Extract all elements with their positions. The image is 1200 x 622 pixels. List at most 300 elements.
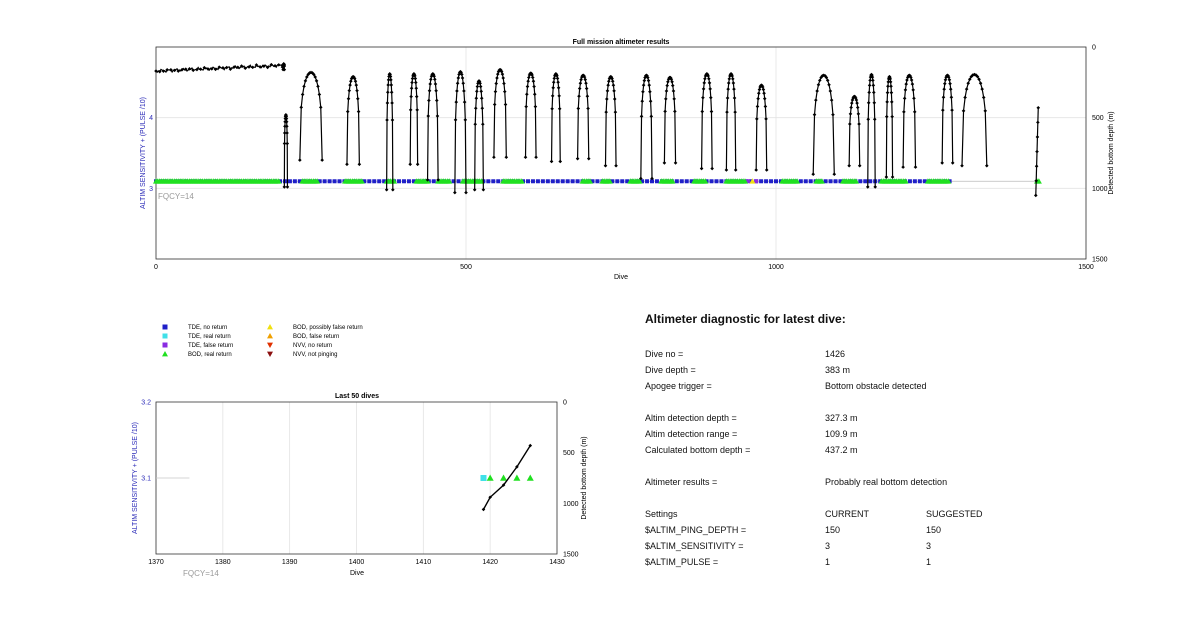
dive-profile-marker [390, 90, 394, 94]
dive-profile-marker [673, 110, 677, 114]
tde-no-return-marker [486, 179, 490, 183]
dive-profile-marker [649, 99, 653, 103]
dive-profile-marker [754, 168, 758, 172]
detection-depth-value: 327.3 m [825, 413, 858, 423]
dive-profile-marker [552, 80, 556, 84]
tde-no-return-marker [769, 179, 773, 183]
dive-profile-marker [526, 79, 530, 83]
legend-marker-triangle [267, 343, 273, 348]
x-tick-label: 1370 [148, 559, 164, 566]
dive-profile-marker [674, 161, 678, 165]
x-tick-label: 500 [460, 264, 472, 271]
x-tick-label: 0 [154, 264, 158, 271]
dive-profile-marker [948, 78, 952, 82]
dive-profile-marker [847, 164, 851, 168]
x-tick-label: 1500 [1078, 264, 1094, 271]
dive-profile-marker [890, 91, 894, 95]
dive-profile-marker [427, 99, 431, 103]
dive-profile-marker [550, 107, 554, 111]
dive-profile-marker [504, 103, 508, 107]
dive-profile-marker [849, 112, 853, 116]
dive-profile-marker [702, 81, 706, 85]
dive-profile-marker [318, 93, 322, 97]
dive-profile-marker [613, 97, 617, 101]
tde-no-return-marker [834, 179, 838, 183]
dive-profile-marker [872, 84, 876, 88]
suggested-header: SUGGESTED [926, 509, 983, 519]
legend-label: NVV, not pinging [293, 352, 338, 358]
dive-profile-marker [914, 165, 918, 169]
dive-profile-marker [811, 172, 815, 176]
dive-profile-marker [416, 163, 420, 167]
tde-no-return-marker [680, 179, 684, 183]
dive-profile-marker [670, 80, 674, 84]
dive-profile-marker [857, 122, 861, 126]
dive-profile-marker [643, 79, 647, 83]
dive-profile-marker [410, 86, 414, 90]
dive-profile-marker [663, 161, 667, 165]
detection-depth-row [645, 410, 1165, 426]
dive-profile-marker [473, 122, 477, 126]
legend-label: NVV, no return [293, 343, 333, 349]
detection-range-label: Altim detection range = [645, 429, 738, 439]
detection-range-value: 109.9 m [825, 429, 858, 439]
dive-profile-marker [858, 164, 862, 168]
tde-no-return-marker [556, 179, 560, 183]
dive-profile-marker [904, 82, 908, 86]
legend-marker-square [163, 334, 168, 339]
latest-dive-profile-marker [1036, 135, 1040, 139]
dive-profile-marker [604, 110, 608, 114]
dive-profile-marker [671, 84, 675, 88]
dive-profile-marker [462, 89, 466, 93]
results-value: Probably real bottom detection [825, 477, 948, 487]
dive-profile-marker [889, 80, 893, 84]
dive-profile-marker [461, 76, 465, 80]
dive-profile-marker [732, 87, 736, 91]
dive-profile-marker [700, 167, 704, 171]
legend-label: BOD, real return [188, 352, 232, 358]
dive-profile-marker [345, 163, 349, 167]
dive-profile-marker [728, 77, 732, 81]
dive-profile-marker [903, 97, 907, 101]
dive-profile-marker [429, 78, 433, 82]
dive-profile-marker [756, 105, 760, 109]
dive-profile-marker [885, 100, 889, 104]
legend-label: TDE, no return [188, 325, 228, 331]
right-y-tick-label: 0 [1092, 44, 1096, 52]
dive-profile-marker [461, 82, 465, 86]
dive-profile-marker [849, 106, 853, 110]
dive-profile-marker [434, 82, 438, 86]
dive-profile-marker [534, 155, 538, 159]
dive-profile-marker [726, 87, 730, 91]
dive-profile-marker [414, 86, 418, 90]
full-mission-ylabel-right: Detected bottom depth (m) [1108, 111, 1115, 195]
dive-profile-marker [481, 122, 485, 126]
dive-profile-marker [727, 81, 731, 85]
tde-no-return-marker [645, 179, 649, 183]
dive-profile-marker [732, 81, 736, 85]
dive-profile-marker [763, 97, 767, 101]
latest-dive-profile-marker [1035, 164, 1039, 168]
dive-profile-marker [733, 110, 737, 114]
setting-row [645, 554, 1165, 570]
tde-no-return-marker [323, 179, 327, 183]
dive-profile-marker [556, 77, 560, 81]
legend [162, 324, 363, 358]
dive-profile-marker [453, 191, 457, 195]
dive-profile-marker [762, 91, 766, 95]
dive-profile-marker [587, 157, 591, 161]
dive-profile-marker [983, 109, 987, 113]
dive-profile-marker [962, 109, 966, 113]
dive-profile-marker [409, 95, 413, 99]
tde-no-return-marker [809, 179, 813, 183]
dive-profile-marker [606, 89, 610, 93]
dive-profile-marker [902, 110, 906, 114]
dive-profile-marker [532, 79, 536, 83]
dive-profile-marker [551, 94, 555, 98]
dive-profile-marker [614, 164, 618, 168]
dive-profile-marker [435, 99, 439, 103]
dive-profile-marker [985, 164, 989, 168]
tde-no-return-marker [868, 179, 872, 183]
dive-profile-marker [556, 80, 560, 84]
diagnostic-title: Altimeter diagnostic for latest dive: [645, 312, 846, 326]
tde-no-return-marker [913, 179, 917, 183]
dive-profile-marker [703, 77, 707, 81]
latest-dive-profile-marker [1036, 106, 1040, 110]
tde-no-return-marker [432, 179, 436, 183]
right-y-tick-label: 1500 [1092, 256, 1108, 264]
dive-profile-marker [733, 96, 737, 100]
dive-profile-marker [357, 110, 361, 114]
dive-profile-marker [815, 89, 819, 93]
dive-profile-marker [868, 84, 872, 88]
bod-real-return-marker [513, 475, 520, 481]
tde-no-return-marker [764, 179, 768, 183]
dive-profile-marker [665, 89, 669, 93]
setting-suggested: 150 [926, 525, 942, 535]
x-tick-label: 1000 [768, 264, 784, 271]
full-mission-title: Full mission altimeter results [572, 39, 670, 46]
last-50-ylabel-right: Detected bottom depth (m) [581, 436, 588, 520]
legend-label: BOD, false return [293, 334, 340, 340]
tde-no-return-marker [571, 179, 575, 183]
dive-profile-marker [494, 82, 498, 86]
dive-profile-marker [285, 142, 289, 146]
tde-no-return-marker [561, 179, 565, 183]
dive-profile-marker [428, 89, 432, 93]
full-mission-depth-profiles [154, 62, 1040, 197]
tde-no-return-marker [372, 179, 376, 183]
dive-profile-marker [731, 77, 735, 81]
dive-profile-marker [913, 110, 917, 114]
tde-no-return-marker [397, 179, 401, 183]
legend-marker-triangle [267, 333, 273, 338]
dive-profile-marker [408, 163, 412, 167]
dive-profile-marker [942, 95, 946, 99]
dive-profile-marker [702, 87, 706, 91]
dive-profile-marker [476, 85, 480, 89]
bod-real-return-marker [500, 475, 507, 481]
dive-profile-marker [911, 88, 915, 92]
dive-profile-marker [664, 97, 668, 101]
dive-profile-marker [550, 160, 554, 164]
results-row [645, 474, 1165, 490]
dive-profile-marker [578, 87, 582, 91]
setting-name: $ALTIM_PING_DEPTH = [645, 525, 747, 535]
dive-profile-marker [585, 87, 589, 91]
dive-profile-marker [813, 113, 817, 117]
full-mission-plot-frame [156, 47, 1086, 259]
x-tick-label: 1430 [549, 559, 565, 566]
dive-profile-marker [612, 89, 616, 93]
dive-profile-marker [454, 100, 458, 104]
full-mission-panel [140, 39, 1115, 281]
dive-profile-marker [756, 97, 760, 101]
settings-header: Settings [645, 509, 678, 519]
latest-dive-profile-marker [1035, 150, 1039, 154]
dive-profile-marker [647, 83, 651, 87]
dive-profile-marker [524, 155, 528, 159]
dive-profile-marker [963, 96, 967, 100]
setting-suggested: 3 [926, 541, 932, 551]
dive-profile-marker [827, 83, 831, 87]
x-tick-label: 1390 [281, 559, 298, 566]
dive-profile-marker [663, 110, 667, 114]
tde-no-return-marker [526, 179, 530, 183]
altimeter-diagnostic [645, 312, 1165, 570]
tde-no-return-marker [774, 179, 778, 183]
dive-profile-marker [708, 81, 712, 85]
setting-row [645, 538, 1165, 554]
dive-profile-marker [857, 112, 861, 116]
dive-profile-marker [831, 113, 835, 117]
tde-no-return-marker [333, 179, 337, 183]
dive-profile-marker [605, 97, 609, 101]
setting-suggested: 1 [926, 557, 932, 567]
dive-profile-marker [533, 92, 537, 96]
dive-profile-marker [527, 76, 531, 80]
dive-profile-marker [701, 96, 705, 100]
dive-profile-marker [886, 84, 890, 88]
tde-no-return-marker [595, 179, 599, 183]
dive-profile-marker [319, 106, 323, 110]
dive-profile-marker [428, 82, 432, 86]
tde-no-return-marker [457, 179, 461, 183]
dive-profile-marker [848, 122, 852, 126]
dive-profile-marker [951, 161, 955, 165]
dive-profile-marker [905, 78, 909, 82]
dive-profile-marker [494, 90, 498, 94]
dive-profile-marker [495, 76, 499, 80]
dive-profile-marker [672, 89, 676, 93]
dive-profile-marker [725, 168, 729, 172]
dive-profile-marker [414, 77, 418, 81]
full-mission-fqcy-annotation: FQCY=14 [158, 192, 194, 201]
dive-profile-marker [910, 78, 914, 82]
dive-profile-marker [475, 96, 479, 100]
dive-profile-marker [734, 168, 738, 172]
dive-profile-marker [912, 97, 916, 101]
tde-no-return-marker [566, 179, 570, 183]
apogee-trigger-value: Bottom obstacle detected [825, 381, 927, 391]
dive-profile-marker [434, 89, 438, 93]
tde-no-return-marker [714, 179, 718, 183]
dive-profile-marker [346, 110, 350, 114]
dive-profile-marker [830, 98, 834, 102]
setting-current: 150 [825, 525, 841, 535]
dive-profile-marker [347, 89, 351, 93]
dive-profile-marker [586, 107, 590, 111]
dive-profile-marker [709, 96, 713, 100]
dive-profile-marker [829, 89, 833, 93]
dive-profile-marker [480, 106, 484, 110]
dive-profile-marker [856, 106, 860, 110]
tde-no-return-marker [685, 179, 689, 183]
dive-depth-label: Dive depth = [645, 365, 696, 375]
tde-no-return-marker [531, 179, 535, 183]
dive-profile-marker [979, 81, 983, 85]
dive-profile-marker [960, 164, 964, 168]
full-mission-xlabel: Dive [613, 274, 629, 281]
dive-profile-marker [700, 110, 704, 114]
dive-profile-marker [942, 87, 946, 91]
settings-header-row [645, 506, 1165, 522]
tde-no-return-marker [328, 179, 332, 183]
dive-profile-marker [855, 101, 859, 105]
dive-profile-marker [814, 98, 818, 102]
dive-profile-marker [707, 77, 711, 81]
dive-profile-marker [557, 86, 561, 90]
tde-no-return-marker [918, 179, 922, 183]
dive-profile-marker [891, 175, 895, 179]
dive-profile-marker [285, 125, 289, 129]
tde-no-return-marker [908, 179, 912, 183]
tde-no-return-marker [496, 179, 500, 183]
dive-profile-marker [817, 83, 821, 87]
tde-no-return-marker [293, 179, 297, 183]
dive-profile-marker [358, 163, 362, 167]
dive-profile-marker [666, 80, 670, 84]
dive-profile-marker [479, 85, 483, 89]
dive-depth-row [645, 362, 1165, 378]
dive-profile-marker [606, 83, 610, 87]
dive-profile-marker [386, 101, 390, 105]
dive-profile-marker [904, 88, 908, 92]
full-mission-ylabel-left: ALTIM SENSITIVITY + (PULSE /10) [140, 97, 147, 209]
setting-name: $ALTIM_PULSE = [645, 557, 719, 567]
dive-profile-marker [531, 76, 535, 80]
dive-profile-marker [641, 90, 645, 94]
dive-no-label: Dive no = [645, 349, 684, 359]
dive-profile-marker [612, 83, 616, 87]
dive-profile-marker [524, 105, 528, 109]
x-tick-label: 1400 [348, 559, 365, 566]
depth-profile-marker [199, 67, 203, 71]
dive-profile-marker [558, 107, 562, 111]
dive-profile-marker [943, 82, 947, 86]
tde-no-return-marker [338, 179, 342, 183]
dive-profile-marker [950, 108, 954, 112]
dive-profile-marker [614, 110, 618, 114]
legend-marker-triangle [267, 352, 273, 357]
tde-no-return-marker [655, 179, 659, 183]
right-y-tick-label: 1000 [563, 500, 579, 508]
dive-profile-marker [389, 83, 393, 87]
dive-profile-marker [762, 88, 766, 92]
dive-profile-marker [966, 81, 970, 85]
tde-no-return-marker [675, 179, 679, 183]
dive-profile-marker [433, 78, 437, 82]
dive-profile-marker [940, 161, 944, 165]
tde-no-return-marker [541, 179, 545, 183]
dive-profile-marker [890, 100, 894, 104]
dive-profile-marker [710, 167, 714, 171]
dive-profile-marker [410, 81, 414, 85]
last-50-fqcy-annotation: FQCY=14 [183, 569, 219, 578]
dive-profile-marker [356, 97, 360, 101]
dive-profile-marker [552, 77, 556, 81]
dive-profile-marker [672, 97, 676, 101]
apogee-trigger-label: Apogee trigger = [645, 381, 712, 391]
dive-profile-marker [501, 76, 505, 80]
dive-profile-marker [708, 87, 712, 91]
dive-profile-marker [648, 90, 652, 94]
dive-profile-marker [765, 168, 769, 172]
dive-profile-marker [464, 118, 468, 122]
dive-profile-marker [965, 87, 969, 91]
dive-profile-marker [348, 83, 352, 87]
dive-profile-marker [950, 95, 954, 99]
latest-dive-profile-marker [1036, 121, 1040, 125]
tde-no-return-marker [829, 179, 833, 183]
dive-profile-marker [464, 191, 468, 195]
legend-marker-triangle [162, 351, 168, 356]
bottom-depth-value: 437.2 m [825, 445, 858, 455]
last-50-title: Last 50 dives [335, 393, 379, 400]
dive-profile-marker [525, 92, 529, 96]
tde-no-return-marker [804, 179, 808, 183]
left-y-tick-label: 3.2 [141, 399, 151, 407]
dive-profile-marker [948, 82, 952, 86]
tde-no-return-marker [367, 179, 371, 183]
left-y-tick-label: 3 [149, 185, 153, 193]
legend-marker-triangle [267, 324, 273, 329]
tde-no-return-marker [576, 179, 580, 183]
dive-profile-marker [298, 158, 302, 162]
dive-profile-marker [901, 165, 905, 169]
dive-profile-marker [725, 110, 729, 114]
dive-profile-marker [576, 157, 580, 161]
current-header: CURRENT [825, 509, 869, 519]
tde-no-return-marker [615, 179, 619, 183]
dive-profile-marker [577, 94, 581, 98]
results-label: Altimeter results = [645, 477, 718, 487]
setting-current: 3 [825, 541, 831, 551]
dive-profile-marker [475, 90, 479, 94]
dive-profile-marker [493, 103, 497, 107]
dive-profile-marker [980, 87, 984, 91]
dive-no-row [645, 346, 1165, 362]
bottom-depth-label: Calculated bottom depth = [645, 445, 751, 455]
tde-no-return-marker [288, 179, 292, 183]
tde-no-return-marker [546, 179, 550, 183]
dive-profile-marker [611, 79, 615, 83]
dive-profile-marker [886, 91, 890, 95]
